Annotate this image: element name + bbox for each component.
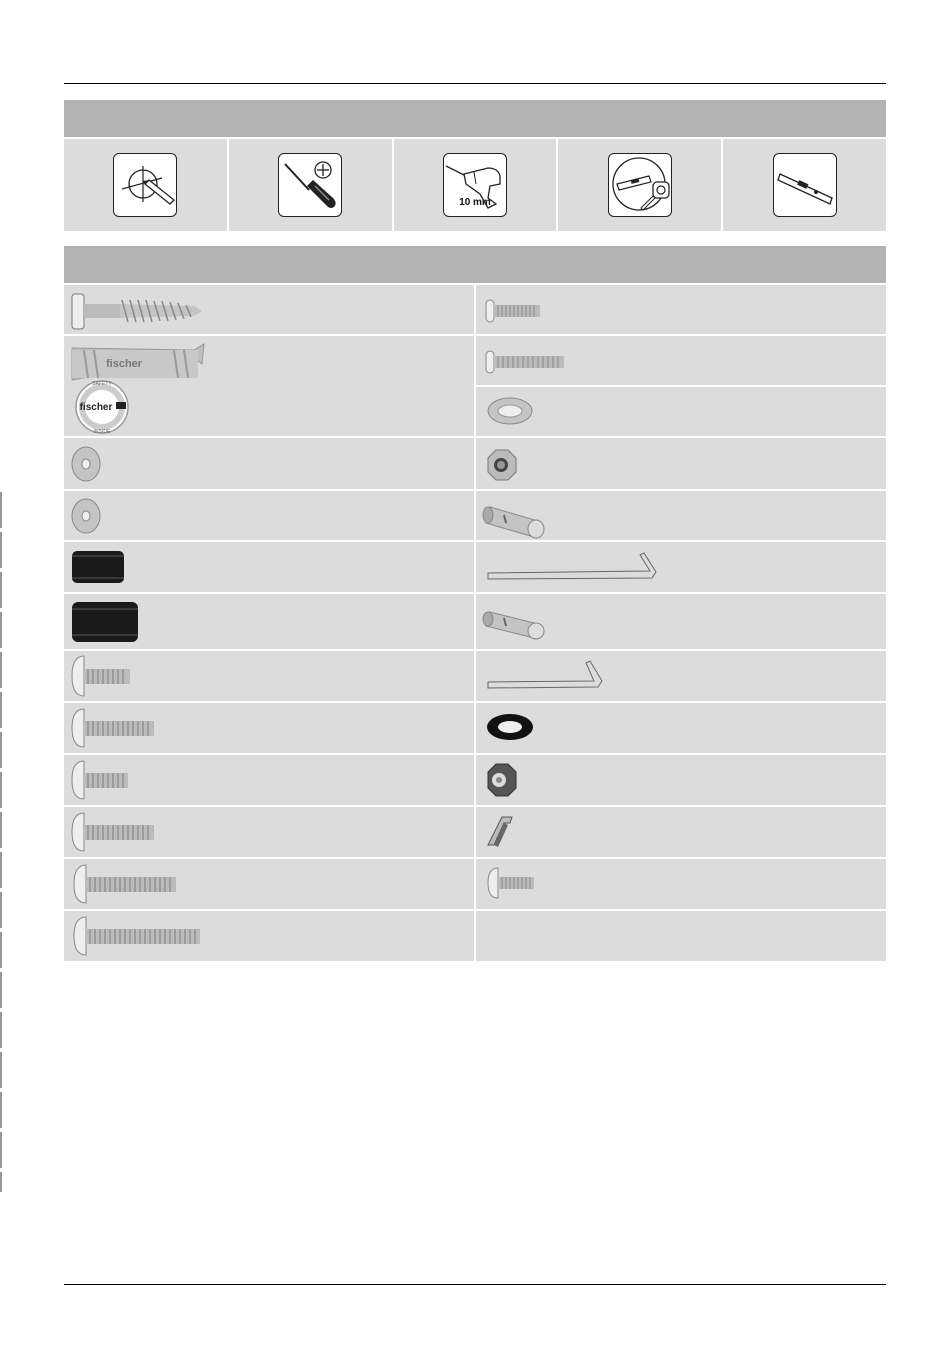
allen-key-large-icon [476,542,886,592]
bolt-short-icon [64,755,474,805]
allen-key-small-icon [476,651,886,701]
washer-icon [64,438,474,489]
bolt-extra-long-icon [64,911,474,961]
tape-measure-icon [608,153,672,217]
table-row [64,438,886,489]
screw-long-icon [476,336,886,385]
plug-brand-text: fischer [106,358,143,370]
tool-cell [723,139,886,231]
table-row [64,703,886,753]
bottom-rule [64,1284,886,1285]
tool-cell [558,139,721,231]
table-row [64,594,886,649]
table-row [64,491,886,540]
drill-size-label: 10 mm [459,197,491,208]
table-row [64,911,886,961]
badge-brand-text: fischer [79,402,113,413]
badge-ring-bottom: INSIDE [93,429,111,435]
washer-icon [64,491,474,540]
split-cell [476,336,886,436]
drill-icon [443,153,507,217]
flat-washer-icon [476,387,886,436]
bolt-medium-icon [64,807,474,857]
lock-nut-icon [476,438,886,489]
pencil-marking-icon [113,153,177,217]
spirit-level-icon [773,153,837,217]
screw-small-icon [476,859,886,909]
bolt-medium-icon [64,703,474,753]
table-row [64,285,886,334]
black-spacer-large-icon [64,594,474,649]
black-spacer-small-icon [64,542,474,592]
bolt-short-icon [64,651,474,701]
safety-inside-badge [76,381,128,435]
parts-table [64,285,886,963]
tool-cell [64,139,227,231]
barrel-nut-icon [476,594,886,649]
cable-clip-icon [476,807,886,857]
empty-cell [476,911,886,961]
tools-header-band [64,100,886,137]
barrel-nut-icon [476,491,886,540]
page-edge-marks [0,492,2,1192]
fischer-wall-plug-icon [72,344,204,380]
tool-cell [394,139,557,231]
bolt-long-icon [64,859,474,909]
parts-header-band [64,246,886,283]
rubber-washer-icon [476,703,886,753]
lock-nut-icon [476,755,886,805]
table-row [64,542,886,592]
screw-short-icon [476,285,886,334]
phillips-screwdriver-icon [278,153,342,217]
table-row [64,859,886,909]
top-rule [64,83,886,84]
table-row [64,807,886,857]
lag-screw-icon [64,285,474,334]
table-row [64,336,886,436]
table-row [64,755,886,805]
table-row [64,651,886,701]
tools-row [64,139,886,231]
badge-ring-top: SAFETY [92,381,112,387]
fischer-wall-plug-cell [64,336,474,436]
tool-cell [229,139,392,231]
